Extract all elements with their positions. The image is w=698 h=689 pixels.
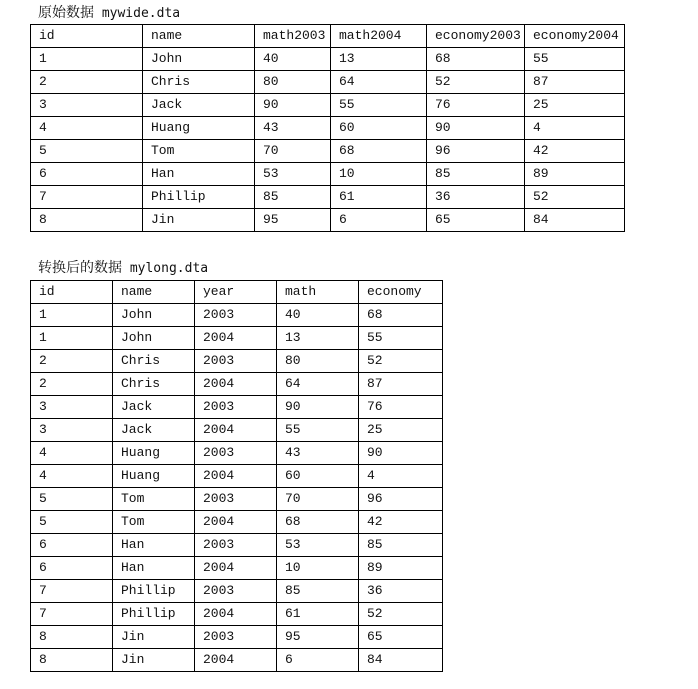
table-cell: 2003 bbox=[195, 304, 277, 327]
table-cell: 52 bbox=[427, 71, 525, 94]
table-cell: 5 bbox=[31, 511, 113, 534]
table-cell: 52 bbox=[525, 186, 625, 209]
long-table-body bbox=[31, 281, 443, 672]
table-cell: 10 bbox=[331, 163, 427, 186]
table-cell: Chris bbox=[113, 350, 195, 373]
table-cell: Han bbox=[113, 534, 195, 557]
table-cell: 42 bbox=[359, 511, 443, 534]
table-row bbox=[31, 511, 443, 534]
table-cell: John bbox=[113, 304, 195, 327]
table-row bbox=[31, 373, 443, 396]
wide-header-cell: name bbox=[143, 25, 255, 48]
table-row bbox=[31, 350, 443, 373]
table-cell: 4 bbox=[31, 442, 113, 465]
table-cell: 3 bbox=[31, 94, 143, 117]
table-cell: 89 bbox=[525, 163, 625, 186]
table-cell: 68 bbox=[331, 140, 427, 163]
table-cell: 55 bbox=[331, 94, 427, 117]
table-cell: Tom bbox=[113, 488, 195, 511]
table-cell: 87 bbox=[359, 373, 443, 396]
table-cell: 13 bbox=[277, 327, 359, 350]
table-cell: 7 bbox=[31, 580, 113, 603]
table-row bbox=[31, 626, 443, 649]
table-cell: Chris bbox=[143, 71, 255, 94]
table-cell: 95 bbox=[255, 209, 331, 232]
table-cell: 4 bbox=[31, 117, 143, 140]
table-row bbox=[31, 580, 443, 603]
table-cell: 80 bbox=[277, 350, 359, 373]
table-row bbox=[31, 603, 443, 626]
table-cell: 8 bbox=[31, 649, 113, 672]
table-cell: Han bbox=[113, 557, 195, 580]
table-cell: 8 bbox=[31, 626, 113, 649]
table-cell: 25 bbox=[359, 419, 443, 442]
table-cell: 2003 bbox=[195, 626, 277, 649]
table-cell: 53 bbox=[277, 534, 359, 557]
table-cell: 2003 bbox=[195, 396, 277, 419]
table-cell: 60 bbox=[331, 117, 427, 140]
table-cell: 8 bbox=[31, 209, 143, 232]
table-cell: 2 bbox=[31, 350, 113, 373]
table-cell: 6 bbox=[31, 534, 113, 557]
table-cell: 96 bbox=[359, 488, 443, 511]
table-cell: 68 bbox=[359, 304, 443, 327]
table-cell: 68 bbox=[277, 511, 359, 534]
table-cell: 2003 bbox=[195, 488, 277, 511]
table-cell: 85 bbox=[277, 580, 359, 603]
table-cell: John bbox=[143, 48, 255, 71]
table-cell: 85 bbox=[427, 163, 525, 186]
table-cell: 2004 bbox=[195, 511, 277, 534]
table-cell: 53 bbox=[255, 163, 331, 186]
table-cell: 13 bbox=[331, 48, 427, 71]
table-cell: 2003 bbox=[195, 350, 277, 373]
table-cell: 55 bbox=[359, 327, 443, 350]
long-header-cell: year bbox=[195, 281, 277, 304]
table-cell: Jack bbox=[143, 94, 255, 117]
table-cell: 87 bbox=[525, 71, 625, 94]
table-cell: 40 bbox=[255, 48, 331, 71]
table-cell: 3 bbox=[31, 419, 113, 442]
table-cell: 2 bbox=[31, 71, 143, 94]
table-cell: 80 bbox=[255, 71, 331, 94]
table-cell: 2004 bbox=[195, 603, 277, 626]
table-cell: 61 bbox=[331, 186, 427, 209]
wide-header-cell: id bbox=[31, 25, 143, 48]
table-row bbox=[31, 419, 443, 442]
table-cell: 2003 bbox=[195, 580, 277, 603]
table-cell: 2004 bbox=[195, 419, 277, 442]
wide-caption-prefix: 原始数据 bbox=[38, 5, 94, 21]
table-cell: Jack bbox=[113, 419, 195, 442]
table-cell: 76 bbox=[427, 94, 525, 117]
table-row bbox=[31, 442, 443, 465]
table-cell: 90 bbox=[277, 396, 359, 419]
table-cell: 85 bbox=[359, 534, 443, 557]
table-cell: 65 bbox=[359, 626, 443, 649]
table-cell: Huang bbox=[113, 442, 195, 465]
table-cell: 70 bbox=[277, 488, 359, 511]
table-cell: 43 bbox=[277, 442, 359, 465]
table-cell: John bbox=[113, 327, 195, 350]
table-cell: 36 bbox=[427, 186, 525, 209]
table-cell: Phillip bbox=[113, 603, 195, 626]
table-cell: 64 bbox=[277, 373, 359, 396]
table-cell: 84 bbox=[525, 209, 625, 232]
table-cell: 65 bbox=[427, 209, 525, 232]
table-row bbox=[31, 94, 625, 117]
wide-header-cell: economy2004 bbox=[525, 25, 625, 48]
table-cell: 55 bbox=[277, 419, 359, 442]
table-cell: 2 bbox=[31, 373, 113, 396]
table-cell: 10 bbox=[277, 557, 359, 580]
table-cell: 5 bbox=[31, 140, 143, 163]
table-cell: 84 bbox=[359, 649, 443, 672]
table-cell: Chris bbox=[113, 373, 195, 396]
table-row bbox=[31, 140, 625, 163]
table-cell: 3 bbox=[31, 396, 113, 419]
table-row bbox=[31, 557, 443, 580]
wide-data-table bbox=[30, 24, 625, 232]
long-caption-filename: mylong.dta bbox=[122, 261, 209, 276]
table-cell: 1 bbox=[31, 304, 113, 327]
table-cell: 4 bbox=[525, 117, 625, 140]
table-cell: 76 bbox=[359, 396, 443, 419]
long-data-table bbox=[30, 280, 443, 672]
table-row bbox=[31, 534, 443, 557]
wide-header-row bbox=[31, 25, 625, 48]
wide-table-body bbox=[31, 25, 625, 232]
long-table-caption bbox=[38, 259, 208, 278]
table-cell: 2003 bbox=[195, 534, 277, 557]
table-cell: 96 bbox=[427, 140, 525, 163]
table-cell: 64 bbox=[331, 71, 427, 94]
table-cell: Huang bbox=[113, 465, 195, 488]
table-cell: 89 bbox=[359, 557, 443, 580]
long-header-cell: math bbox=[277, 281, 359, 304]
table-cell: 2004 bbox=[195, 465, 277, 488]
table-row bbox=[31, 209, 625, 232]
table-cell: 6 bbox=[277, 649, 359, 672]
long-header-cell: id bbox=[31, 281, 113, 304]
table-cell: Huang bbox=[143, 117, 255, 140]
table-row bbox=[31, 327, 443, 350]
table-row bbox=[31, 649, 443, 672]
table-row bbox=[31, 48, 625, 71]
long-header-cell: name bbox=[113, 281, 195, 304]
table-row bbox=[31, 465, 443, 488]
wide-table-caption bbox=[38, 4, 180, 23]
long-header-cell: economy bbox=[359, 281, 443, 304]
table-cell: 36 bbox=[359, 580, 443, 603]
table-cell: 5 bbox=[31, 488, 113, 511]
table-cell: 25 bbox=[525, 94, 625, 117]
table-cell: 6 bbox=[31, 557, 113, 580]
table-cell: 95 bbox=[277, 626, 359, 649]
table-row bbox=[31, 163, 625, 186]
table-cell: 1 bbox=[31, 48, 143, 71]
table-cell: Jin bbox=[113, 626, 195, 649]
table-cell: 60 bbox=[277, 465, 359, 488]
table-cell: Han bbox=[143, 163, 255, 186]
table-row bbox=[31, 117, 625, 140]
table-cell: Phillip bbox=[143, 186, 255, 209]
table-cell: 2004 bbox=[195, 373, 277, 396]
table-cell: 4 bbox=[359, 465, 443, 488]
table-cell: 2003 bbox=[195, 442, 277, 465]
table-cell: 52 bbox=[359, 350, 443, 373]
table-cell: 7 bbox=[31, 186, 143, 209]
table-cell: 2004 bbox=[195, 327, 277, 350]
table-cell: 2004 bbox=[195, 557, 277, 580]
table-row bbox=[31, 186, 625, 209]
table-cell: 90 bbox=[359, 442, 443, 465]
table-cell: 90 bbox=[255, 94, 331, 117]
table-cell: 1 bbox=[31, 327, 113, 350]
wide-caption-filename: mywide.dta bbox=[94, 6, 181, 21]
table-cell: 70 bbox=[255, 140, 331, 163]
table-cell: 6 bbox=[331, 209, 427, 232]
table-cell: 4 bbox=[31, 465, 113, 488]
table-cell: 55 bbox=[525, 48, 625, 71]
table-cell: Jin bbox=[143, 209, 255, 232]
table-cell: 52 bbox=[359, 603, 443, 626]
table-cell: 2004 bbox=[195, 649, 277, 672]
table-row bbox=[31, 71, 625, 94]
wide-header-cell: math2003 bbox=[255, 25, 331, 48]
long-header-row bbox=[31, 281, 443, 304]
table-row bbox=[31, 488, 443, 511]
long-caption-prefix: 转换后的数据 bbox=[38, 260, 122, 276]
table-cell: 61 bbox=[277, 603, 359, 626]
table-cell: 68 bbox=[427, 48, 525, 71]
table-cell: Jack bbox=[113, 396, 195, 419]
table-cell: 6 bbox=[31, 163, 143, 186]
table-cell: Tom bbox=[113, 511, 195, 534]
wide-header-cell: math2004 bbox=[331, 25, 427, 48]
table-cell: 42 bbox=[525, 140, 625, 163]
table-cell: Phillip bbox=[113, 580, 195, 603]
table-cell: 7 bbox=[31, 603, 113, 626]
table-cell: 85 bbox=[255, 186, 331, 209]
table-cell: Tom bbox=[143, 140, 255, 163]
wide-header-cell: economy2003 bbox=[427, 25, 525, 48]
table-cell: 40 bbox=[277, 304, 359, 327]
table-cell: 90 bbox=[427, 117, 525, 140]
table-cell: Jin bbox=[113, 649, 195, 672]
table-row bbox=[31, 396, 443, 419]
table-cell: 43 bbox=[255, 117, 331, 140]
table-row bbox=[31, 304, 443, 327]
